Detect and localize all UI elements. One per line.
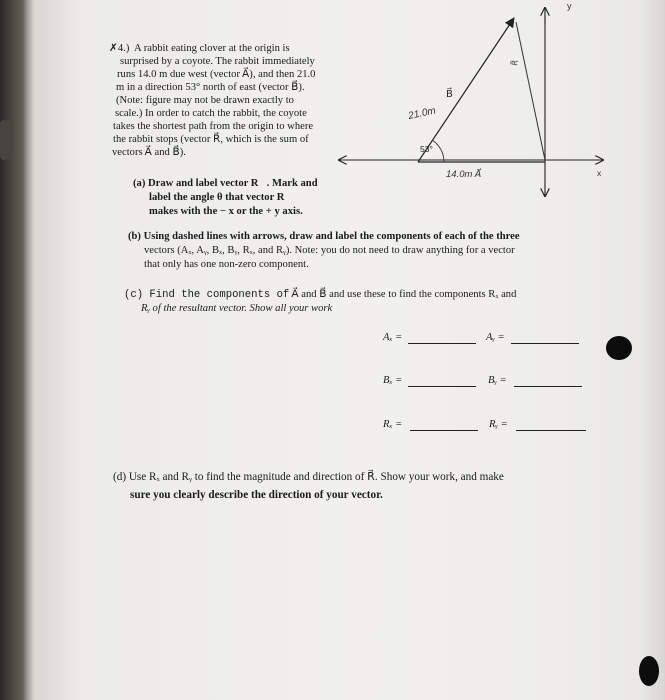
vector-a-label: 14.0m A⃗ bbox=[446, 169, 482, 180]
problem-line-4: m in a direction 53° north of east (vector B⃗). bbox=[116, 82, 305, 93]
ay-label: Aᵧ = bbox=[486, 332, 505, 343]
problem-line-3: runs 14.0 m due west (vector A⃗), and then 21.0 bbox=[117, 69, 316, 80]
part-b-line-1: (b) Using dashed lines with arrows, draw and label the components of each of the three bbox=[128, 231, 520, 242]
vector-b-magnitude: 21.0m bbox=[407, 105, 437, 122]
part-d-line-1: (d) Use Rₓ and Rᵧ to find the magnitude and direction of R⃗. Show your work, and make bbox=[113, 471, 504, 483]
problem-line-7: takes the shortest path from the origin to where bbox=[113, 121, 314, 132]
part-a-line-3: makes with the − x or the + y axis. bbox=[149, 206, 303, 217]
problem-line-2: surprised by a coyote. The rabbit immediately bbox=[120, 56, 315, 67]
problem-line-5: (Note: figure may not be drawn exactly to bbox=[116, 95, 294, 106]
bx-label: Bₓ = bbox=[383, 375, 403, 386]
problem-line-9: vectors A⃗ and B⃗). bbox=[112, 147, 186, 158]
x-axis-label: x bbox=[597, 168, 602, 178]
part-c-mono-text: (c) Find the components of bbox=[124, 289, 290, 301]
part-c-line-2: Rᵧ of the resultant vector. Show all your work bbox=[141, 303, 333, 314]
problem-line-8: the rabbit stops (vector R⃗, which is the sum of bbox=[113, 134, 309, 145]
part-b-line-2: vectors (Aₓ, Aᵧ, Bₓ, Bᵧ, Rₓ, and Rᵧ). Note: you do not need to draw anything for a vector bbox=[144, 245, 515, 256]
by-label: Bᵧ = bbox=[488, 375, 507, 386]
part-d-line-2: sure you clearly describe the direction of your vector. bbox=[130, 489, 383, 501]
vector-b-label: B⃗ bbox=[446, 89, 453, 100]
rx-label: Rₓ = bbox=[383, 419, 403, 430]
problem-line-6: scale.) In order to catch the rabbit, the coyote bbox=[115, 108, 307, 119]
angle-label: 53° bbox=[420, 144, 433, 154]
vector-r-label: R⃗ bbox=[510, 59, 520, 67]
part-a-line-1: (a) Draw and label vector R⃗. Mark and bbox=[133, 178, 318, 189]
ax-label: Aₓ = bbox=[383, 332, 403, 343]
angle-arc bbox=[432, 140, 444, 162]
part-b-line-3: that only has one non-zero component. bbox=[144, 259, 309, 270]
y-axis-label: y bbox=[567, 1, 572, 11]
problem-line-1: A rabbit eating clover at the origin is bbox=[134, 43, 290, 54]
vector-r-line bbox=[516, 22, 545, 160]
ry-label: Rᵧ = bbox=[489, 419, 508, 430]
part-c-rest-text: A⃗ and B⃗ and use these to find the components Rₓ and bbox=[289, 289, 517, 300]
problem-number: ✗4.) bbox=[109, 43, 130, 54]
part-a-line-2: label the angle θ that vector R⃗ bbox=[149, 192, 293, 203]
